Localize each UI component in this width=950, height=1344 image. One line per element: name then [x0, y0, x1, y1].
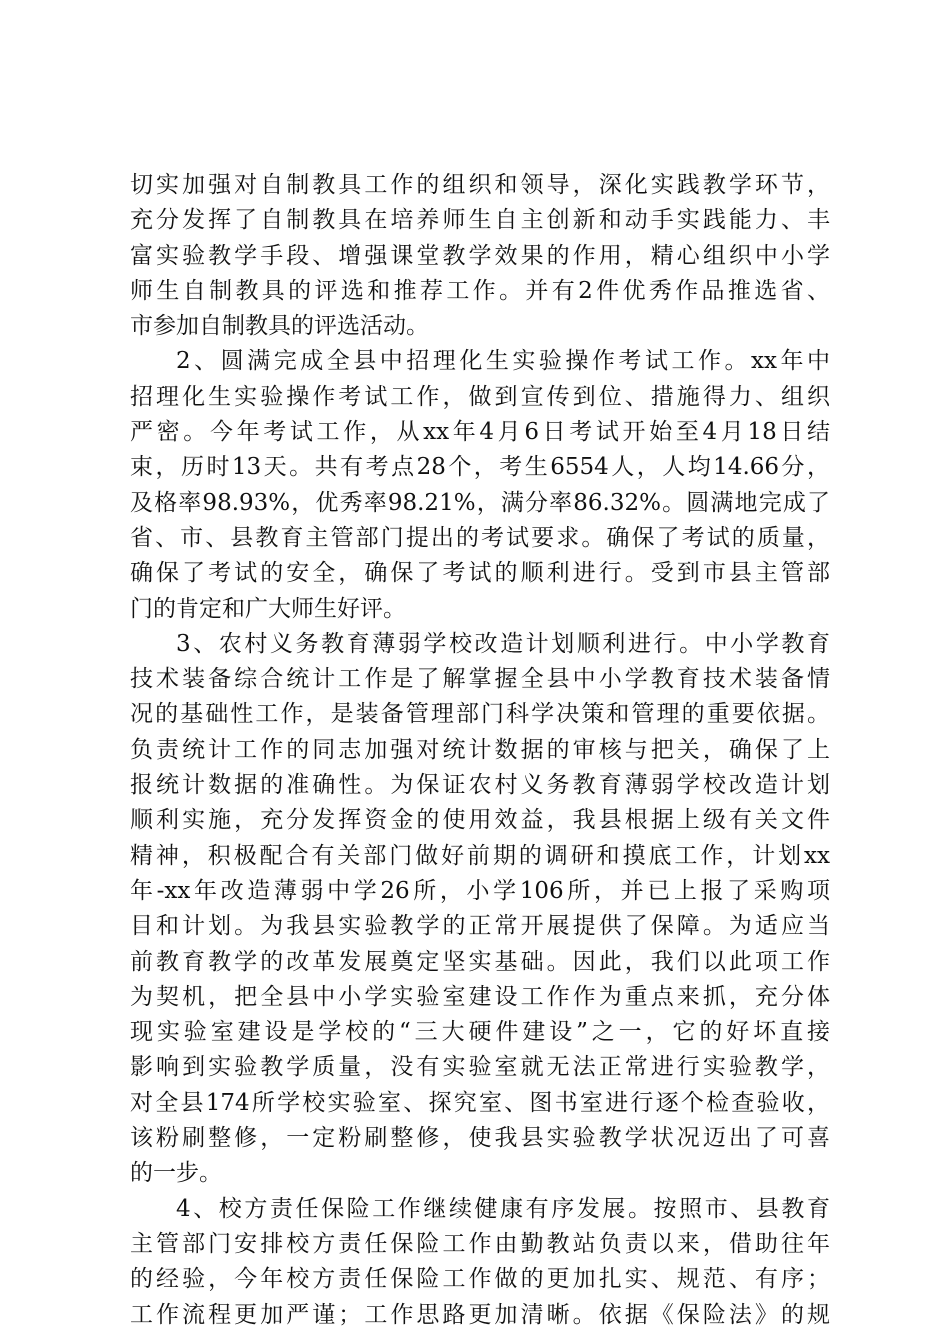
text-line: 前教育教学的改革发展奠定坚实基础。因此，我们以此项工作 — [130, 948, 830, 975]
text-line: 工作流程更加严谨；工作思路更加清晰。依据《保险法》的规 — [130, 1301, 830, 1328]
text-line: 影响到实验教学质量，没有实验室就无法正常进行实验教学， — [130, 1054, 830, 1081]
text-line: 主管部门安排校方责任保险工作由勤教站负责以来，借助往年 — [130, 1230, 830, 1257]
text-line: 负责统计工作的同志加强对统计数据的审核与把关，确保了上 — [130, 736, 830, 763]
text-line: 省、市、县教育主管部门提出的考试要求。确保了考试的质量， — [130, 524, 830, 551]
text-line: 招理化生实验操作考试工作，做到宣传到位、措施得力、组织 — [130, 383, 830, 410]
text-line: 师生自制教具的评选和推荐工作。并有2件优秀作品推选省、 — [130, 277, 830, 304]
text-line: 对全县174所学校实验室、探究室、图书室进行逐个检查验收， — [130, 1089, 830, 1116]
text-line: 富实验教学手段、增强课堂教学效果的作用，精心组织中小学 — [130, 242, 830, 269]
text-line: 目和计划。为我县实验教学的正常开展提供了保障。为适应当 — [130, 913, 830, 940]
text-line: 现实验室建设是学校的“三大硬件建设”之一，它的好坏直接 — [130, 1019, 830, 1046]
text-line: 充分发挥了自制教具在培养师生自主创新和动手实践能力、丰 — [130, 207, 830, 234]
text-line: 为契机，把全县中小学实验室建设工作作为重点来抓，充分体 — [130, 983, 830, 1010]
text-line: 技术装备综合统计工作是了解掌握全县中小学教育技术装备情 — [130, 666, 830, 693]
text-line: 切实加强对自制教具工作的组织和领导，深化实践教学环节， — [130, 172, 830, 198]
paragraph-4-first-line: 4、校方责任保险工作继续健康有序发展。按照市、县教育 — [176, 1195, 830, 1222]
text-line: 束，历时13天。共有考点28个，考生6554人，人均14.66分， — [130, 454, 830, 481]
text-line: 的经验，今年校方责任保险工作做的更加扎实、规范、有序； — [130, 1266, 830, 1293]
text-line: 确保了考试的安全，确保了考试的顺利进行。受到市县主管部 — [130, 560, 830, 587]
text-line: 严密。今年考试工作，从xx年4月6日考试开始至4月18日结 — [130, 419, 830, 446]
text-line: 顺利实施，充分发挥资金的使用效益，我县根据上级有关文件 — [130, 807, 830, 834]
text-line: 的一步。 — [130, 1160, 222, 1187]
text-line: 年-xx年改造薄弱中学26所，小学106所，并已上报了采购项 — [130, 877, 830, 904]
text-line: 该粉刷整修，一定粉刷整修，使我县实验教学状况迈出了可喜 — [130, 1125, 830, 1152]
text-line: 门的肯定和广大师生好评。 — [130, 595, 406, 622]
text-line: 市参加自制教具的评选活动。 — [130, 313, 429, 340]
text-line: 报统计数据的准确性。为保证农村义务教育薄弱学校改造计划 — [130, 772, 830, 799]
paragraph-2-first-line: 2、圆满完成全县中招理化生实验操作考试工作。xx年中 — [176, 348, 830, 375]
body-text — [130, 168, 830, 1333]
paragraph-3-first-line: 3、农村义务教育薄弱学校改造计划顺利进行。中小学教育 — [176, 630, 830, 657]
text-line: 精神，积极配合有关部门做好前期的调研和摸底工作，计划xx — [130, 842, 830, 869]
text-line: 及格率98.93%，优秀率98.21%，满分率86.32%。圆满地完成了 — [130, 489, 830, 516]
text-line: 况的基础性工作，是装备管理部门科学决策和管理的重要依据。 — [130, 701, 830, 728]
